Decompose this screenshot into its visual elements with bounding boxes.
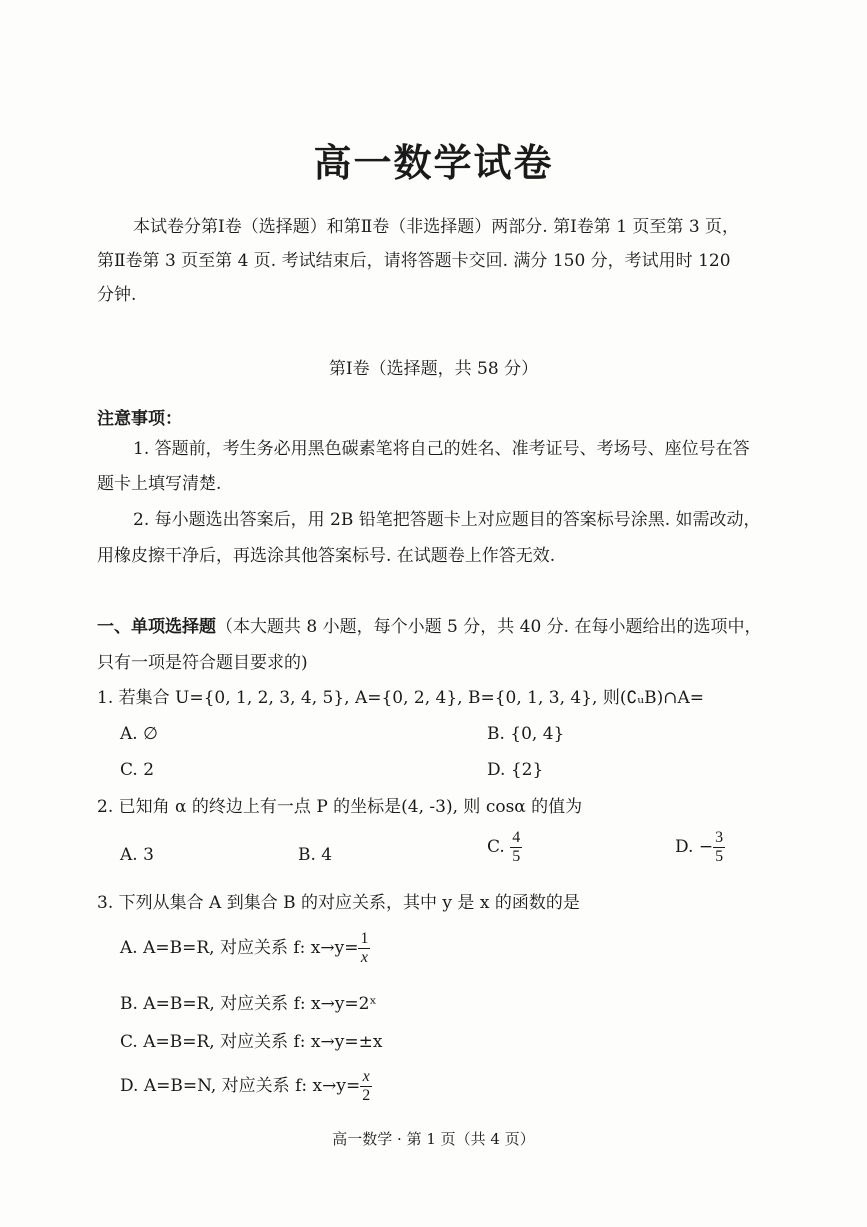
q2-option-b: B. 4 xyxy=(298,845,333,865)
q1-stem: 1. 若集合 U={0, 1, 2, 3, 4, 5}, A={0, 2, 4}, B={0, 1, 3, 4}, 则(∁ᵤB)∩A= xyxy=(97,688,704,708)
q1-option-c: C. 2 xyxy=(120,760,155,780)
q3-stem: 3. 下列从集合 A 到集合 B 的对应关系，其中 y 是 x 的函数的是 xyxy=(97,893,580,913)
q2-option-d-fraction: $\frac{3}{5}$ xyxy=(715,829,724,865)
page-footer: 高一数学 · 第 1 页（共 4 页） xyxy=(332,1130,535,1148)
q3-option-a xyxy=(120,930,370,967)
section1-heading: 一、单项选择题 xyxy=(97,617,216,637)
q1-option-a: A. ∅ xyxy=(120,724,158,744)
intro-line-1: 本试卷分第Ⅰ卷（选择题）和第Ⅱ卷（非选择题）两部分. 第Ⅰ卷第 1 页至第 3 页， xyxy=(133,217,740,237)
note-2-line-1: 2. 每小题选出答案后，用 2B 铅笔把答题卡上对应题目的答案标号涂黑. 如需改动， xyxy=(133,510,761,530)
q3-option-d xyxy=(120,1068,372,1105)
section1-description-line-2: 只有一项是符合题目要求的) xyxy=(97,653,308,673)
q3-option-a-fraction: $\frac{1}{x}$ xyxy=(360,930,369,966)
q3-option-b: B. A=B=R, 对应关系 f: x→y=2ˣ xyxy=(120,994,377,1014)
q2-option-c-label: C. xyxy=(487,837,505,857)
intro-line-3: 分钟. xyxy=(97,285,137,305)
note-2-line-2: 用橡皮擦干净后，再选涂其他答案标号. 在试题卷上作答无效. xyxy=(97,546,556,566)
section1-description: （本大题共 8 小题，每个小题 5 分，共 40 分. 在每小题给出的选项中， xyxy=(216,617,762,637)
q1-option-b: B. {0, 4} xyxy=(487,724,565,744)
q1-option-d: D. {2} xyxy=(487,760,544,780)
q3-option-d-fraction: $\frac{x}{2}$ xyxy=(362,1068,371,1104)
section1-heading-line xyxy=(97,610,762,644)
intro-line-2: 第Ⅱ卷第 3 页至第 4 页. 考试结束后，请将答题卡交回. 满分 150 分，考试用时 120 xyxy=(97,251,731,271)
q3-option-a-text: A. A=B=R, 对应关系 f: x→y= xyxy=(120,938,359,958)
q2-option-d-label: D. − xyxy=(675,837,714,857)
q2-option-c xyxy=(487,829,522,866)
q2-stem: 2. 已知角 α 的终边上有一点 P 的坐标是(4, -3), 则 cosα 的值为 xyxy=(97,797,583,817)
note-1-line-2: 题卡上填写清楚. xyxy=(97,474,222,494)
q2-option-c-fraction: $\frac{4}{5}$ xyxy=(512,829,521,865)
part1-header: 第Ⅰ卷（选择题，共 58 分） xyxy=(328,359,539,379)
note-1-line-1: 1. 答题前，考生务必用黑色碳素笔将自己的姓名、准考证号、考场号、座位号在答 xyxy=(133,439,750,459)
q3-option-c: C. A=B=R, 对应关系 f: x→y=±x xyxy=(120,1032,383,1052)
notes-heading: 注意事项： xyxy=(97,409,182,429)
q2-option-a: A. 3 xyxy=(120,845,154,865)
q2-option-d xyxy=(675,829,725,866)
page-title: 高一数学试卷 xyxy=(313,140,554,185)
q3-option-d-text: D. A=B=N, 对应关系 f: x→y= xyxy=(120,1076,361,1096)
